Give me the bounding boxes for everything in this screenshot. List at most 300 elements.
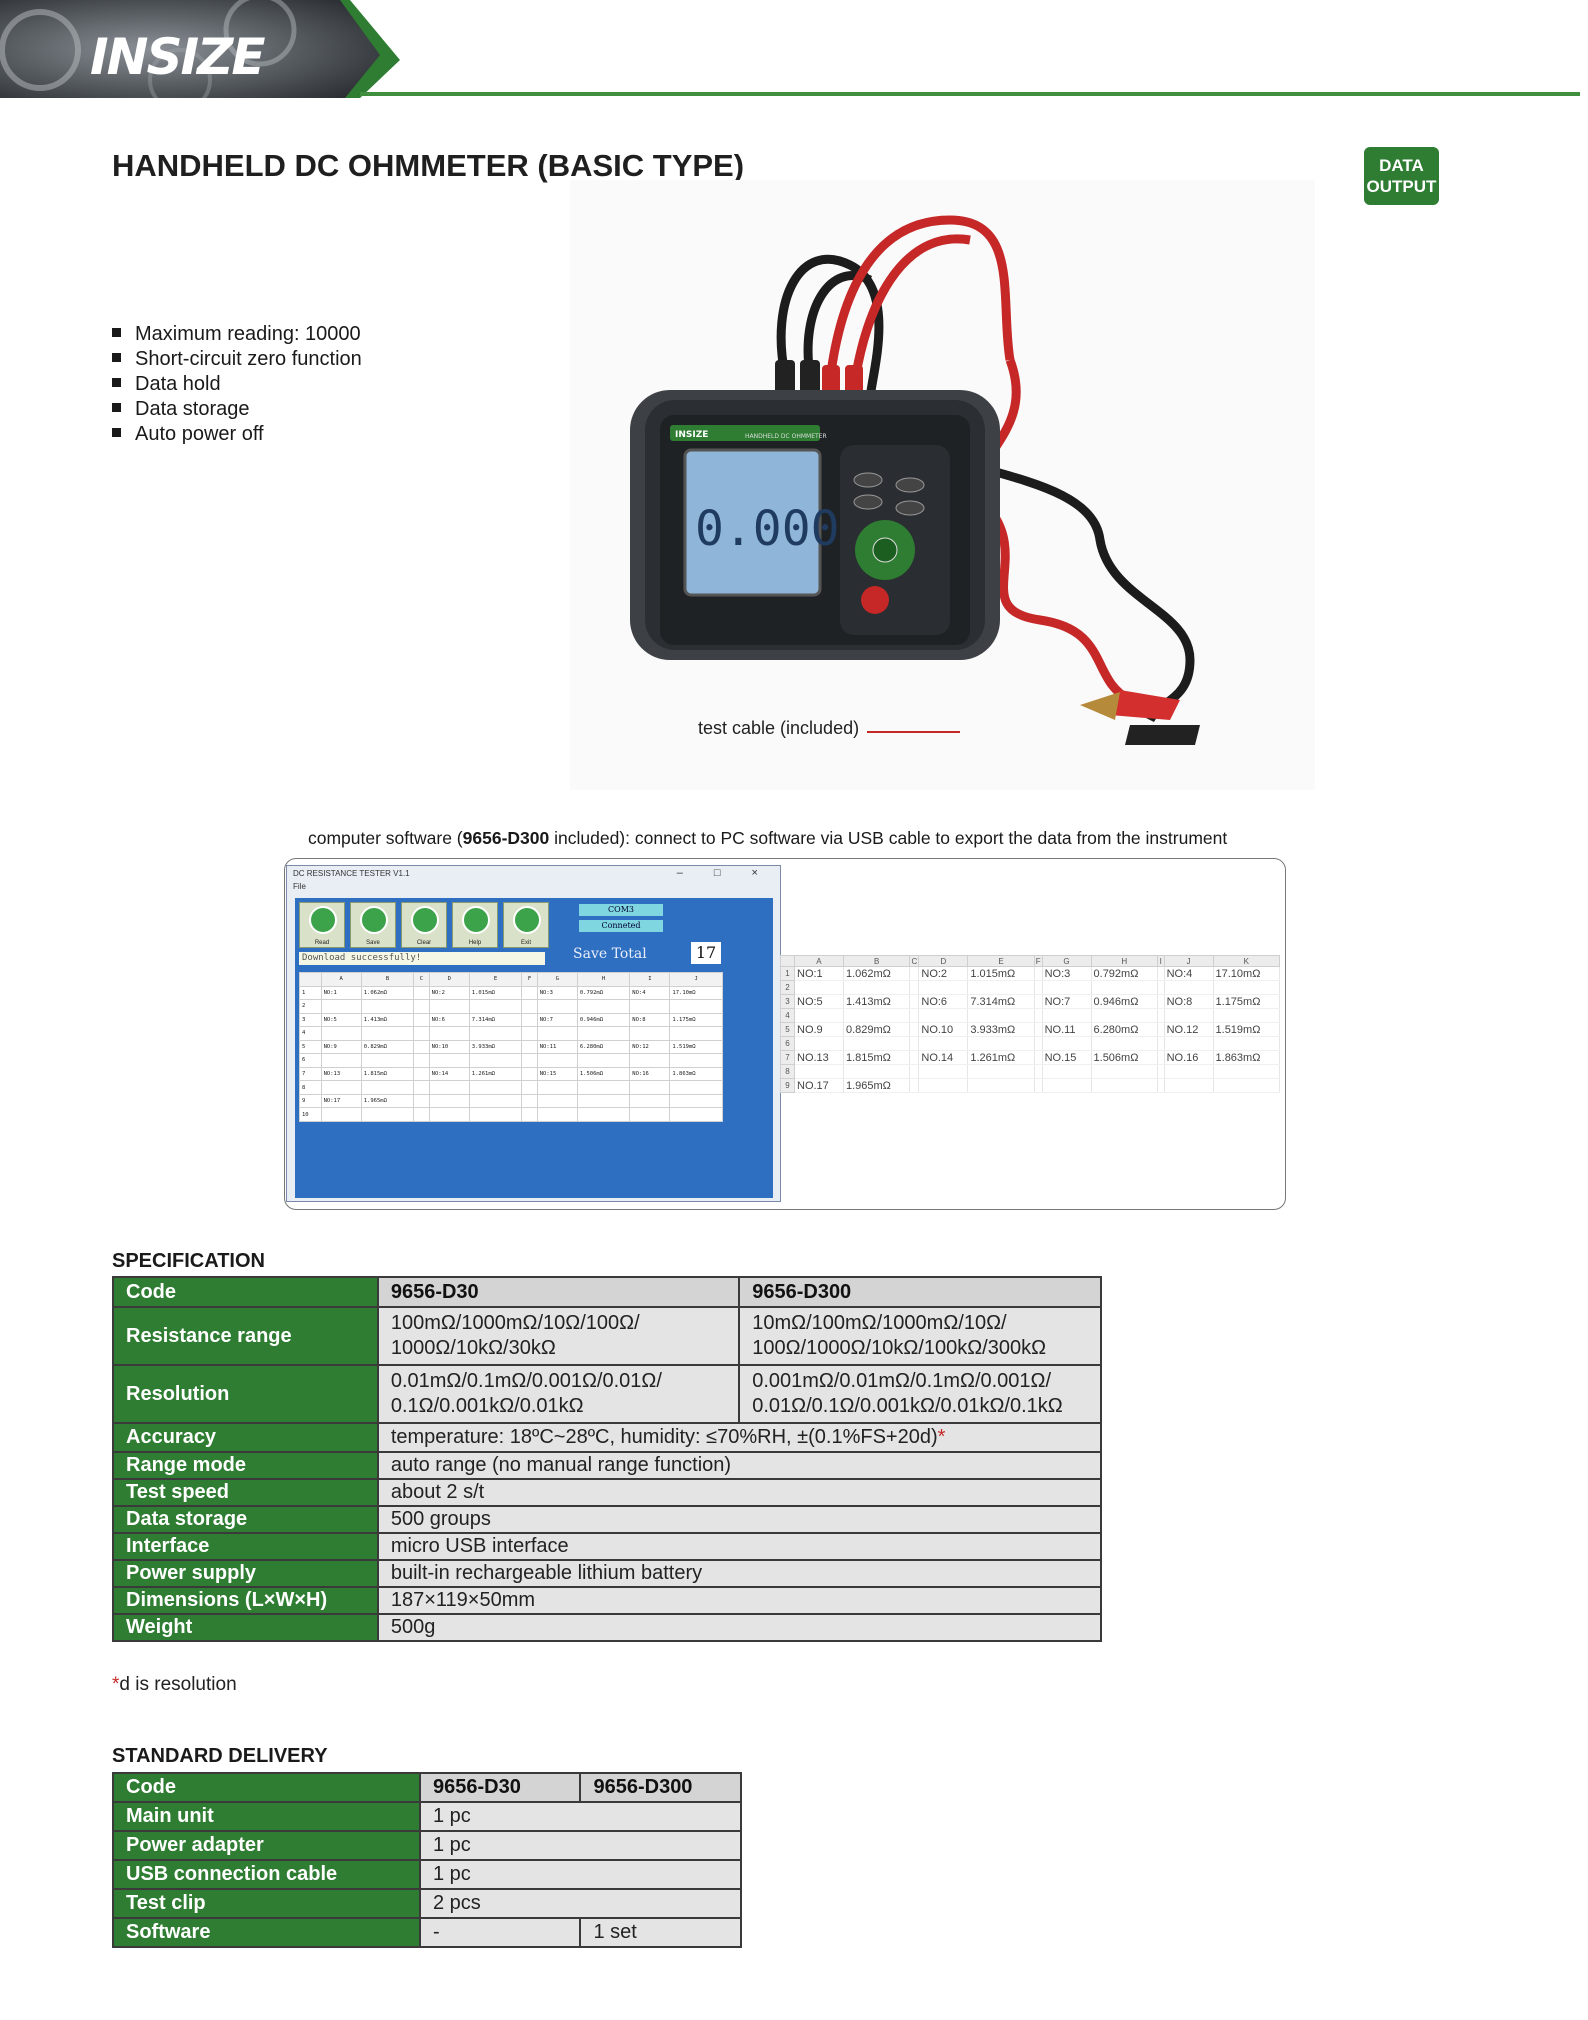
grid-cell[interactable] — [630, 1081, 670, 1095]
grid-cell[interactable]: NO:10 — [429, 1040, 469, 1054]
grid-column-header: H — [577, 973, 629, 987]
grid-cell[interactable] — [414, 1094, 429, 1108]
grid-column-header: C — [414, 973, 429, 987]
grid-column-header: B — [361, 973, 413, 987]
grid-cell[interactable] — [522, 1094, 537, 1108]
grid-cell[interactable] — [577, 1027, 629, 1041]
delivery-code-label: Code — [113, 1773, 420, 1802]
grid-cell[interactable] — [670, 1027, 723, 1041]
grid-cell[interactable] — [361, 1108, 413, 1122]
excel-cell: 4 — [781, 1009, 795, 1023]
spec-value-text: built-in rechargeable lithium battery — [390, 1562, 703, 1584]
grid-row — [300, 1027, 723, 1041]
grid-cell[interactable] — [522, 986, 537, 1000]
spec-value — [378, 1479, 1101, 1506]
connection-status: Conneted — [579, 920, 663, 932]
excel-cell — [919, 1079, 968, 1093]
excel-cell — [1034, 1023, 1042, 1037]
spec-model-b: 9656-D300 — [739, 1277, 1101, 1307]
excel-cell: NO:3 — [1042, 967, 1091, 981]
grid-cell[interactable] — [630, 1054, 670, 1068]
button-label: Clear — [416, 940, 432, 946]
spec-label: Power supply — [113, 1560, 378, 1587]
footnote-marker: * — [937, 1426, 946, 1448]
feature-item — [112, 322, 362, 347]
grid-cell[interactable] — [429, 1054, 469, 1068]
spec-value-text: 187×119×50mm — [390, 1589, 536, 1611]
spec-res-a-line2: 0.1Ω/0.001kΩ/0.01kΩ — [390, 1395, 584, 1417]
spec-label: Accuracy — [113, 1423, 378, 1452]
footnote — [112, 1674, 237, 1696]
delivery-software-a: - — [420, 1918, 581, 1947]
grid-cell[interactable] — [414, 1067, 429, 1081]
excel-cell — [795, 981, 844, 995]
grid-cell[interactable]: 10 — [300, 1108, 322, 1122]
excel-cell — [1091, 1037, 1157, 1051]
grid-cell[interactable]: NO:15 — [537, 1067, 577, 1081]
grid-cell[interactable]: 0.829mΩ — [361, 1040, 413, 1054]
grid-cell[interactable]: 7.314mΩ — [469, 1013, 521, 1027]
grid-cell[interactable]: 6 — [300, 1054, 322, 1068]
excel-row — [781, 1051, 1280, 1065]
grid-cell[interactable] — [522, 1027, 537, 1041]
excel-column-header: F — [1035, 956, 1041, 966]
excel-cell — [910, 995, 919, 1009]
excel-column-header: J — [1164, 956, 1213, 967]
grid-cell[interactable] — [429, 1108, 469, 1122]
grid-cell[interactable]: 17.10mΩ — [670, 986, 723, 1000]
excel-cell — [1164, 1009, 1213, 1023]
bullet-square-icon — [112, 403, 121, 412]
grid-cell[interactable]: 0.792mΩ — [577, 986, 629, 1000]
excel-cell — [843, 1009, 909, 1023]
excel-cell — [1213, 1065, 1279, 1079]
excel-cell: 1.413mΩ — [843, 995, 909, 1009]
grid-row — [300, 1040, 723, 1054]
excel-cell — [1157, 967, 1164, 981]
spec-range-a — [378, 1307, 739, 1365]
feature-item — [112, 422, 362, 447]
svg-text:INSIZE: INSIZE — [675, 430, 709, 440]
excel-cell — [910, 967, 919, 981]
software-read-button[interactable] — [299, 902, 345, 948]
excel-cell: 3 — [781, 995, 795, 1009]
excel-cell: 1.863mΩ — [1213, 1051, 1279, 1065]
spec-value-text: 500 groups — [390, 1508, 491, 1530]
grid-cell[interactable] — [429, 1094, 469, 1108]
grid-cell[interactable]: NO:14 — [429, 1067, 469, 1081]
grid-cell[interactable] — [469, 1094, 521, 1108]
grid-cell[interactable] — [469, 1000, 521, 1014]
grid-cell[interactable] — [414, 1040, 429, 1054]
delivery-label: Power adapter — [113, 1831, 420, 1860]
excel-cell: NO:1 — [795, 967, 844, 981]
excel-row — [781, 1009, 1280, 1023]
excel-cell: NO.17 — [795, 1079, 844, 1093]
excel-cell — [1034, 1051, 1042, 1065]
button-label: Exit — [520, 940, 531, 946]
grid-cell[interactable] — [537, 1054, 577, 1068]
grid-cell[interactable] — [522, 1013, 537, 1027]
grid-cell[interactable] — [537, 1027, 577, 1041]
grid-row — [300, 1067, 723, 1081]
grid-cell[interactable] — [321, 1081, 361, 1095]
grid-cell[interactable] — [630, 1000, 670, 1014]
badge-line-2: OUTPUT — [1366, 177, 1437, 196]
excel-row — [781, 967, 1280, 981]
grid-cell[interactable]: 1.261mΩ — [469, 1067, 521, 1081]
excel-cell: 17.10mΩ — [1213, 967, 1279, 981]
excel-cell — [1164, 1065, 1213, 1079]
grid-cell[interactable]: 1.965mΩ — [361, 1094, 413, 1108]
grid-cell[interactable] — [414, 1054, 429, 1068]
grid-cell[interactable]: 3.933mΩ — [469, 1040, 521, 1054]
grid-cell[interactable] — [361, 1027, 413, 1041]
grid-column-header: D — [429, 973, 469, 987]
grid-cell[interactable] — [414, 1108, 429, 1122]
grid-cell[interactable]: 1.815mΩ — [361, 1067, 413, 1081]
ohmmeter-photo — [570, 180, 1315, 790]
excel-cell: 1 — [781, 967, 795, 981]
feature-list — [112, 322, 362, 447]
grid-cell[interactable]: 0.946mΩ — [577, 1013, 629, 1027]
grid-cell[interactable]: 3 — [300, 1013, 322, 1027]
grid-cell[interactable]: NO:12 — [630, 1040, 670, 1054]
com-port-indicator[interactable]: COM3 — [579, 904, 663, 916]
excel-cell — [919, 981, 968, 995]
excel-cell: 1.965mΩ — [843, 1079, 909, 1093]
excel-cell — [1034, 1037, 1042, 1051]
spec-res-a — [378, 1365, 739, 1423]
grid-cell[interactable] — [361, 1054, 413, 1068]
feature-item — [112, 347, 362, 372]
grid-cell[interactable] — [522, 1054, 537, 1068]
excel-cell — [1157, 1009, 1164, 1023]
excel-cell — [843, 1065, 909, 1079]
bullet-square-icon — [112, 328, 121, 337]
grid-cell[interactable] — [670, 1054, 723, 1068]
software-caption-post: included): connect to PC software via USB cable to export the data from the instrument — [549, 828, 1228, 848]
grid-cell[interactable] — [537, 1000, 577, 1014]
software-file-menu[interactable]: File — [293, 882, 306, 891]
button-circle-icon — [309, 906, 337, 934]
grid-cell[interactable] — [321, 1054, 361, 1068]
grid-cell[interactable] — [670, 1094, 723, 1108]
grid-cell[interactable]: NO:8 — [630, 1013, 670, 1027]
grid-cell[interactable]: 2 — [300, 1000, 322, 1014]
feature-text: Data storage — [135, 398, 250, 420]
excel-cell: 7 — [781, 1051, 795, 1065]
excel-cell — [1042, 1037, 1091, 1051]
grid-cell[interactable] — [469, 1027, 521, 1041]
grid-cell[interactable] — [522, 1000, 537, 1014]
excel-cell: 1.175mΩ — [1213, 995, 1279, 1009]
grid-column-header: J — [670, 973, 723, 987]
specification-title: SPECIFICATION — [112, 1250, 265, 1272]
excel-cell: 1.062mΩ — [843, 967, 909, 981]
excel-cell — [1034, 1065, 1042, 1079]
excel-column-header: K — [1213, 956, 1279, 967]
excel-cell: NO.9 — [795, 1023, 844, 1037]
feature-text: Maximum reading: 10000 — [135, 323, 361, 345]
page-title: HANDHELD DC OHMMETER (BASIC TYPE) — [112, 148, 745, 183]
grid-cell[interactable]: 9 — [300, 1094, 322, 1108]
grid-cell[interactable] — [469, 1081, 521, 1095]
excel-cell — [1164, 981, 1213, 995]
button-label: Help — [468, 940, 482, 946]
software-help-button[interactable] — [452, 902, 498, 948]
excel-cell — [968, 981, 1034, 995]
footnote-text: d is resolution — [119, 1674, 237, 1695]
grid-cell[interactable]: 8 — [300, 1081, 322, 1095]
spec-label: Interface — [113, 1533, 378, 1560]
spec-row — [113, 1452, 1101, 1479]
excel-column-header: H — [1091, 956, 1157, 967]
excel-column-header: I — [1157, 956, 1164, 967]
software-main-panel — [295, 898, 773, 1198]
excel-column-header: E — [968, 956, 1034, 967]
excel-cell: 3.933mΩ — [968, 1023, 1034, 1037]
software-clear-button[interactable] — [401, 902, 447, 948]
excel-row — [781, 1037, 1280, 1051]
spec-value — [378, 1614, 1101, 1641]
delivery-title: STANDARD DELIVERY — [112, 1745, 328, 1767]
grid-cell[interactable] — [670, 1000, 723, 1014]
excel-cell — [1042, 981, 1091, 995]
software-exit-button[interactable] — [503, 902, 549, 948]
spec-row-code — [113, 1277, 1101, 1307]
spec-value-text: about 2 s/t — [390, 1481, 485, 1503]
software-save-button[interactable] — [350, 902, 396, 948]
spec-value-text: micro USB interface — [390, 1535, 569, 1557]
grid-cell[interactable]: 1.863mΩ — [670, 1067, 723, 1081]
grid-cell[interactable]: 5 — [300, 1040, 322, 1054]
grid-cell[interactable]: 4 — [300, 1027, 322, 1041]
excel-cell — [1091, 1009, 1157, 1023]
grid-cell[interactable]: NO:17 — [321, 1094, 361, 1108]
grid-cell[interactable] — [630, 1094, 670, 1108]
button-circle-icon — [360, 906, 388, 934]
delivery-label: Main unit — [113, 1802, 420, 1831]
spec-value — [378, 1452, 1101, 1479]
excel-cell — [1157, 1023, 1164, 1037]
excel-cell — [968, 1079, 1034, 1093]
excel-column-header: G — [1042, 956, 1091, 967]
grid-cell[interactable] — [321, 1108, 361, 1122]
excel-cell — [910, 981, 919, 995]
grid-cell[interactable] — [321, 1000, 361, 1014]
grid-cell[interactable]: 1.519mΩ — [670, 1040, 723, 1054]
grid-header-row — [300, 973, 723, 987]
excel-cell: NO:5 — [795, 995, 844, 1009]
spec-range-a-line2: 1000Ω/10kΩ/30kΩ — [390, 1337, 556, 1359]
excel-cell — [910, 1079, 919, 1093]
grid-cell[interactable]: 6.280mΩ — [577, 1040, 629, 1054]
grid-cell[interactable]: 1.506mΩ — [577, 1067, 629, 1081]
grid-cell[interactable]: 1.175mΩ — [670, 1013, 723, 1027]
grid-cell[interactable] — [670, 1108, 723, 1122]
excel-column-header: A — [795, 956, 844, 967]
grid-cell[interactable] — [537, 1081, 577, 1095]
excel-cell — [1164, 1079, 1213, 1093]
grid-cell[interactable]: 1.413mΩ — [361, 1013, 413, 1027]
spec-res-b-line2: 0.01Ω/0.1Ω/0.001kΩ/0.01kΩ/0.1kΩ — [752, 1395, 1063, 1417]
excel-row — [781, 995, 1280, 1009]
grid-column-header: E — [469, 973, 521, 987]
grid-cell[interactable]: NO:13 — [321, 1067, 361, 1081]
excel-column-header — [781, 956, 795, 967]
grid-cell[interactable] — [429, 1000, 469, 1014]
spec-value — [378, 1560, 1101, 1587]
grid-cell[interactable] — [414, 1000, 429, 1014]
grid-cell[interactable]: NO:6 — [429, 1013, 469, 1027]
window-controls[interactable]: – □ × — [676, 867, 772, 879]
grid-cell[interactable]: NO:11 — [537, 1040, 577, 1054]
grid-cell[interactable]: 1.062mΩ — [361, 986, 413, 1000]
grid-cell[interactable] — [577, 1054, 629, 1068]
spec-value-text: temperature: 18ºC~28ºC, humidity: ≤70%RH, ±(0.1%FS+20d) — [390, 1426, 938, 1448]
feature-item — [112, 372, 362, 397]
grid-cell[interactable]: NO:9 — [321, 1040, 361, 1054]
delivery-software-b: 1 set — [580, 1918, 741, 1947]
svg-text:HANDHELD DC OHMMETER: HANDHELD DC OHMMETER — [745, 433, 827, 440]
grid-row — [300, 1000, 723, 1014]
excel-cell — [1091, 1065, 1157, 1079]
excel-cell — [1157, 981, 1164, 995]
spec-label: Dimensions (L×W×H) — [113, 1587, 378, 1614]
excel-cell: 7.314mΩ — [968, 995, 1034, 1009]
grid-cell[interactable]: NO:3 — [537, 986, 577, 1000]
spec-value — [378, 1506, 1101, 1533]
spec-row — [113, 1479, 1101, 1506]
spec-range-label: Resistance range — [113, 1307, 378, 1365]
grid-row — [300, 1054, 723, 1068]
page-header — [0, 0, 1588, 100]
grid-cell[interactable] — [361, 1081, 413, 1095]
svg-text:0.000: 0.000 — [695, 501, 840, 557]
grid-cell[interactable] — [577, 1094, 629, 1108]
excel-row — [781, 1065, 1280, 1079]
spec-res-label: Resolution — [113, 1365, 378, 1423]
grid-cell[interactable] — [670, 1081, 723, 1095]
grid-cell[interactable] — [414, 1027, 429, 1041]
excel-column-header: B — [843, 956, 909, 967]
feature-item — [112, 397, 362, 422]
grid-cell[interactable] — [522, 1040, 537, 1054]
grid-cell[interactable]: NO:7 — [537, 1013, 577, 1027]
grid-column-header: G — [537, 973, 577, 987]
grid-column-header: I — [630, 973, 670, 987]
spec-value — [378, 1423, 1101, 1452]
grid-cell[interactable] — [469, 1108, 521, 1122]
grid-cell[interactable] — [630, 1027, 670, 1041]
grid-row — [300, 1013, 723, 1027]
badge-line-1: DATA — [1379, 156, 1424, 175]
delivery-value: 2 pcs — [420, 1889, 741, 1918]
delivery-model-a: 9656-D30 — [420, 1773, 581, 1802]
feature-text: Auto power off — [135, 423, 264, 445]
grid-cell[interactable] — [429, 1027, 469, 1041]
excel-cell: 1.519mΩ — [1213, 1023, 1279, 1037]
excel-cell — [1042, 1079, 1091, 1093]
grid-cell[interactable] — [537, 1094, 577, 1108]
excel-cell: NO.11 — [1042, 1023, 1091, 1037]
grid-cell[interactable] — [414, 1081, 429, 1095]
grid-cell[interactable] — [321, 1027, 361, 1041]
grid-cell[interactable] — [577, 1000, 629, 1014]
spec-row — [113, 1614, 1101, 1641]
spec-model-a: 9656-D30 — [378, 1277, 739, 1307]
grid-cell[interactable]: NO:1 — [321, 986, 361, 1000]
grid-cell[interactable]: NO:5 — [321, 1013, 361, 1027]
bullet-square-icon — [112, 353, 121, 362]
delivery-row — [113, 1889, 741, 1918]
grid-row — [300, 1081, 723, 1095]
software-caption — [308, 828, 1227, 849]
excel-cell: NO:8 — [1164, 995, 1213, 1009]
spec-row — [113, 1587, 1101, 1614]
excel-cell — [1034, 967, 1042, 981]
grid-cell[interactable] — [414, 1013, 429, 1027]
spec-row — [113, 1506, 1101, 1533]
excel-row — [781, 981, 1280, 995]
grid-cell[interactable] — [469, 1054, 521, 1068]
grid-cell[interactable] — [361, 1000, 413, 1014]
excel-header-row — [781, 956, 1280, 967]
grid-cell[interactable] — [429, 1081, 469, 1095]
grid-cell[interactable]: 1 — [300, 986, 322, 1000]
delivery-value: 1 pc — [420, 1831, 741, 1860]
grid-cell[interactable] — [537, 1108, 577, 1122]
grid-cell[interactable] — [414, 986, 429, 1000]
excel-cell: NO.12 — [1164, 1023, 1213, 1037]
spec-label: Weight — [113, 1614, 378, 1641]
grid-cell[interactable]: 7 — [300, 1067, 322, 1081]
excel-cell: 0.946mΩ — [1091, 995, 1157, 1009]
grid-cell[interactable]: 1.015mΩ — [469, 986, 521, 1000]
excel-row — [781, 1079, 1280, 1093]
grid-cell[interactable]: NO:4 — [630, 986, 670, 1000]
test-cable-label: test cable (included) — [698, 718, 860, 738]
grid-cell[interactable] — [577, 1108, 629, 1122]
spec-label: Data storage — [113, 1506, 378, 1533]
grid-cell[interactable]: NO:2 — [429, 986, 469, 1000]
delivery-software-label: Software — [113, 1918, 420, 1947]
grid-cell[interactable] — [522, 1108, 537, 1122]
grid-column-header: A — [321, 973, 361, 987]
excel-cell: NO:6 — [919, 995, 968, 1009]
grid-cell[interactable] — [630, 1108, 670, 1122]
spec-code-label: Code — [113, 1277, 378, 1307]
data-output-badge — [1364, 147, 1439, 205]
grid-cell[interactable] — [522, 1081, 537, 1095]
grid-cell[interactable]: NO:16 — [630, 1067, 670, 1081]
excel-cell: NO.15 — [1042, 1051, 1091, 1065]
software-window-title: DC RESISTANCE TESTER V1.1 — [293, 869, 410, 878]
excel-row — [781, 1023, 1280, 1037]
software-caption-code: 9656-D300 — [462, 828, 550, 848]
software-status-text: Download successfully! — [299, 952, 545, 965]
footnote-star: * — [112, 1674, 120, 1695]
grid-cell[interactable] — [577, 1081, 629, 1095]
excel-cell — [968, 1065, 1034, 1079]
excel-cell — [919, 1037, 968, 1051]
excel-cell — [843, 1037, 909, 1051]
spec-range-b — [739, 1307, 1101, 1365]
software-caption-pre: computer software ( — [308, 828, 463, 848]
excel-cell — [1164, 1037, 1213, 1051]
grid-cell[interactable] — [522, 1067, 537, 1081]
